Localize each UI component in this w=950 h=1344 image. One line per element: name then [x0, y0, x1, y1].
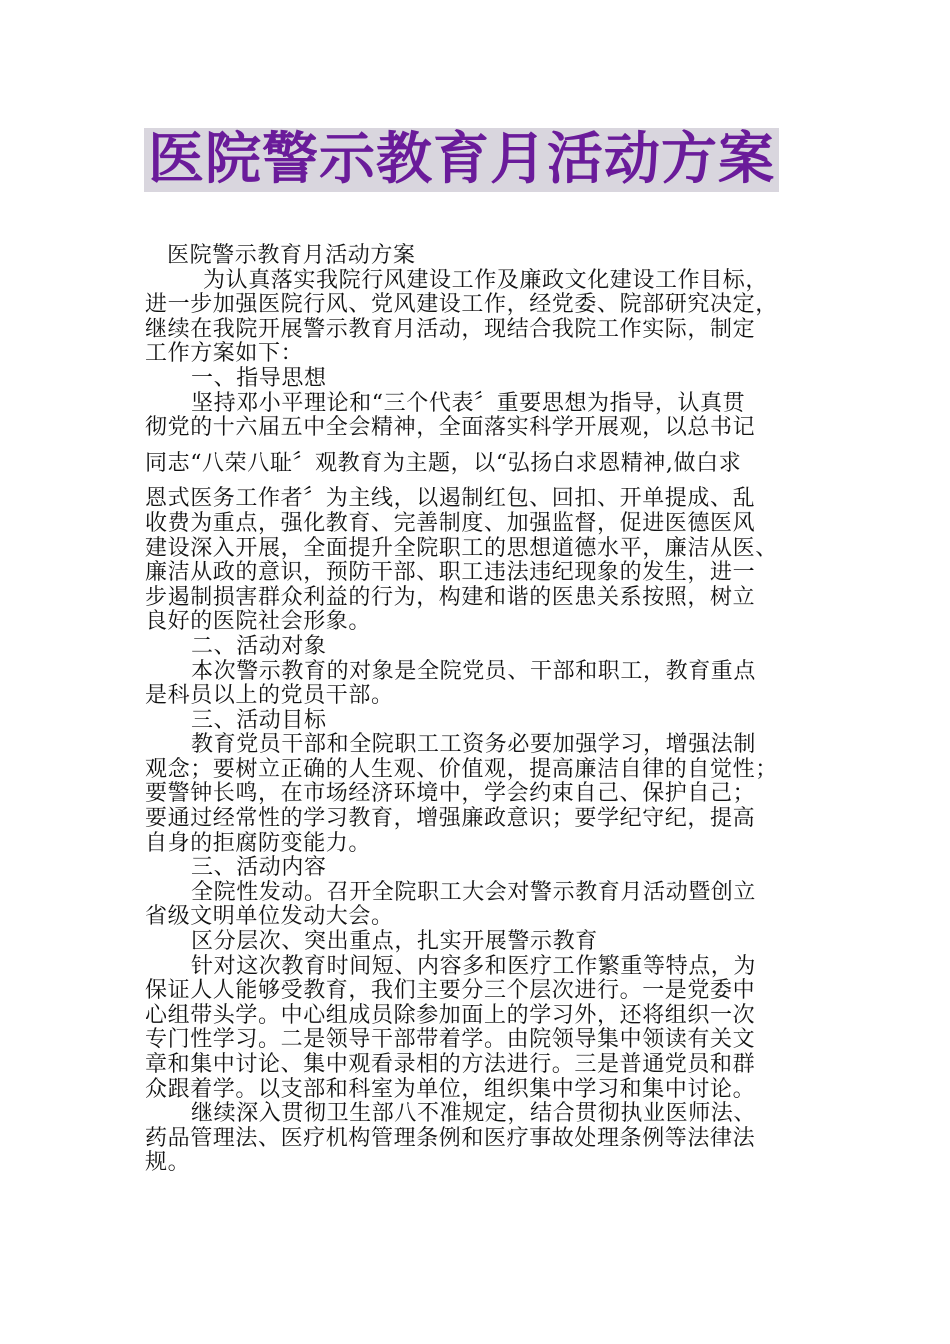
paragraph-line: 进一步加强医院行风、党风建设工作，经党委、院部研究决定，	[145, 292, 778, 318]
paragraph-line: 教育党员干部和全院职工工资务必要加强学习，增强法制	[191, 732, 757, 758]
paragraph-line: 收费为重点，强化教育、完善制度、加强监督，促进医德医风	[145, 510, 756, 536]
paragraph-line: 是科员以上的党员干部。	[145, 683, 394, 709]
paragraph-line: 步遏制损害群众利益的行为，构建和谐的医患关系按照，树立	[145, 584, 756, 610]
paragraph-line: 为认真落实我院行风建设工作及廉政文化建设工作目标，	[203, 267, 769, 293]
paragraph-line: 同志“八荣八耻〞观教育为主题，以“弘扬白求恩精神,做白求	[145, 450, 742, 476]
paragraph-line: 彻党的十六届五中全会精神，全面落实科学开展观，以总书记	[145, 415, 756, 441]
paragraph-line: 本次警示教育的对象是全院党员、干部和职工，教育重点	[191, 658, 757, 684]
paragraph-line: 众跟着学。以支部和科室为单位，组织集中学习和集中讨论。	[145, 1076, 756, 1102]
paragraph-line: 心组带头学。中心组成员除参加面上的学习外，还将组织一次	[145, 1002, 756, 1028]
paragraph-line: 建设深入开展，全面提升全院职工的思想道德水平，廉洁从医、	[145, 535, 778, 561]
paragraph-line: 省级文明单位发动大会。	[145, 904, 394, 930]
paragraph-line: 坚持邓小平理论和“三个代表〞重要思想为指导，认真贯	[191, 390, 746, 416]
section-heading: 一、指导思想	[191, 365, 327, 391]
document-body	[145, 244, 810, 1176]
subtitle-line: 医院警示教育月活动方案	[167, 243, 416, 268]
paragraph-line: 规。	[145, 1150, 191, 1176]
paragraph-line: 良好的医院社会形象。	[145, 609, 372, 635]
paragraph-line: 药品管理法、医疗机构管理条例和医疗事故处理条例等法律法	[145, 1125, 756, 1151]
paragraph-line: 继续深入贯彻卫生部八不准规定，结合贯彻执业医师法、	[191, 1101, 757, 1127]
section-heading: 三、活动内容	[191, 855, 327, 881]
paragraph-line: 要通过经常性的学习教育，增强廉政意识；要学纪守纪，提高	[145, 806, 756, 832]
paragraph-line: 继续在我院开展警示教育月活动，现结合我院工作实际，制定	[145, 316, 756, 342]
paragraph-line: 区分层次、突出重点，扎实开展警示教育	[191, 929, 598, 955]
paragraph-line: 恩式医务工作者〞为主线，以遏制红包、回扣、开单提成、乱	[145, 486, 756, 512]
section-heading: 二、活动对象	[191, 633, 327, 659]
paragraph-line: 专门性学习。二是领导干部带着学。由院领导集中领读有关文	[145, 1027, 756, 1053]
page-title: 医院警示教育月活动方案	[148, 127, 775, 192]
paragraph-line: 工作方案如下：	[145, 341, 304, 367]
paragraph-line: 自身的拒腐防变能力。	[145, 830, 372, 856]
paragraph-line: 要警钟长鸣，在市场经济环境中，学会约束自己、保护自己；	[145, 781, 756, 807]
section-heading: 三、活动目标	[191, 707, 327, 733]
title-highlight	[144, 128, 779, 192]
paragraph-line: 全院性发动。召开全院职工大会对警示教育月活动暨创立	[191, 879, 757, 905]
paragraph-line: 廉洁从政的意识，预防干部、职工违法违纪现象的发生，进一	[145, 560, 756, 586]
paragraph-line: 观念；要树立正确的人生观、价值观，提高廉洁自律的自觉性；	[145, 756, 778, 782]
paragraph-line: 针对这次教育时间短、内容多和医疗工作繁重等特点，为	[191, 953, 757, 979]
paragraph-line: 保证人人能够受教育，我们主要分三个层次进行。一是党委中	[145, 978, 756, 1004]
paragraph-line: 章和集中讨论、集中观看录相的方法进行。三是普通党员和群	[145, 1052, 756, 1077]
